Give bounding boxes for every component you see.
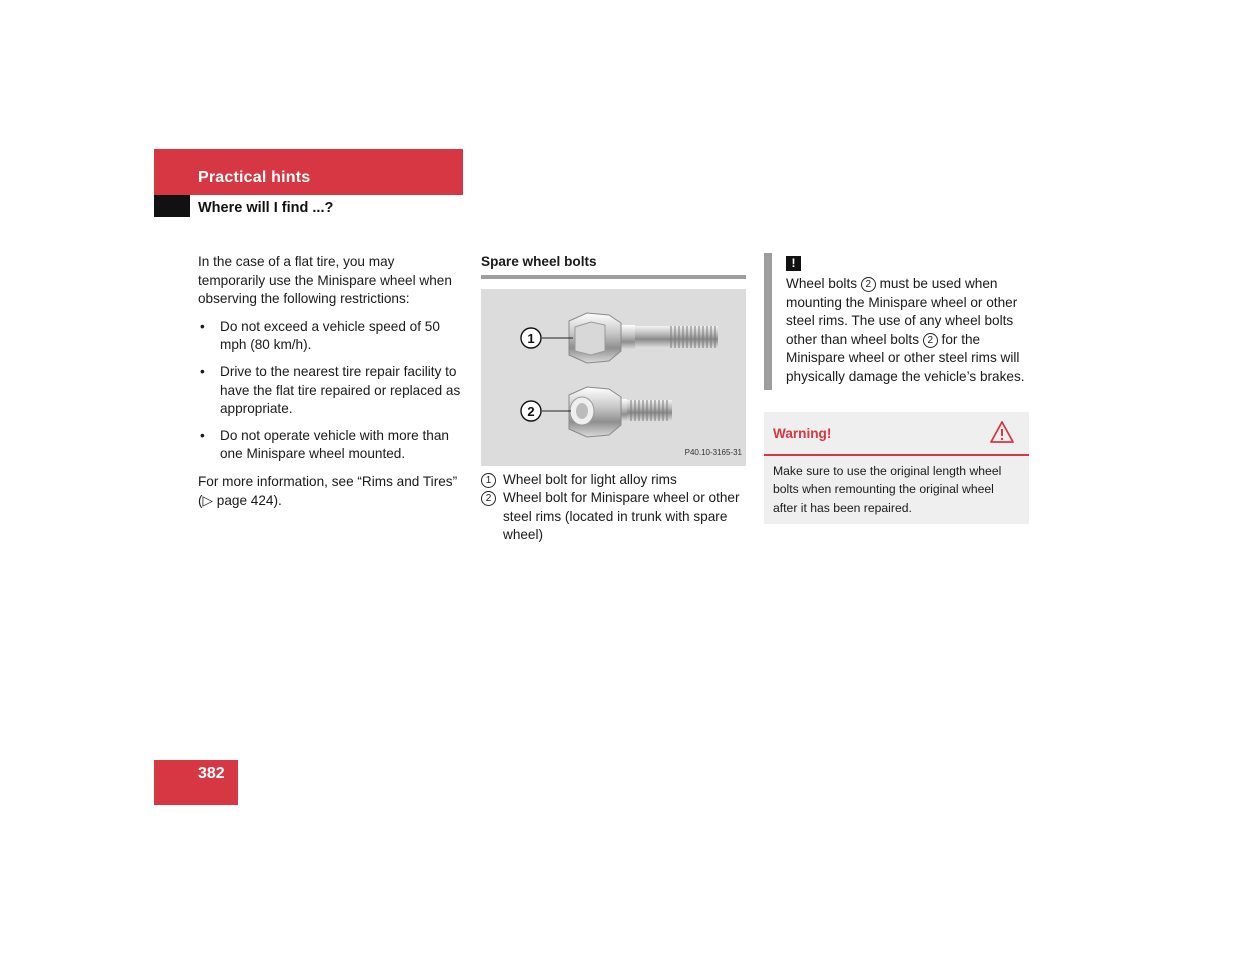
figure-reference: P40.10-3165-31 xyxy=(684,448,742,457)
section-title: Practical hints xyxy=(198,169,311,186)
bullet-icon: • xyxy=(200,318,205,334)
wheel-bolts-illustration xyxy=(481,289,746,466)
wheel-bolts-figure xyxy=(481,289,746,466)
callout-1-label: 1 xyxy=(527,330,535,346)
list-item: • Do not exceed a vehicle speed of 50 mph (80 km/h). xyxy=(200,318,440,353)
page-ref-link[interactable]: page 424). xyxy=(213,492,282,508)
caution-note xyxy=(764,253,1029,390)
bolt-2-shape xyxy=(569,387,672,437)
bolt-ref-number: 2 xyxy=(923,333,938,348)
more-info-paragraph: For more information, see “Rims and Tires” (▷ page 424). xyxy=(198,473,458,508)
page-number-box xyxy=(154,760,238,805)
warning-header xyxy=(764,412,1029,456)
list-item: • Drive to the nearest tire repair facility to have the flat tire repaired or replaced as appropriate. xyxy=(200,363,461,417)
spare-bolts-heading: Spare wheel bolts xyxy=(481,253,746,279)
list-item: • Do not operate vehicle with more than one Minispare wheel mounted. xyxy=(200,427,449,462)
legend-number: 2 xyxy=(481,491,496,506)
caution-note-text: Wheel bolts 2 must be used when mounting the Minispare wheel or other steel rims. The use of any wheel bolts other than wheel bolts 2 for the Minispare wheel or other steel rims will physically damage the vehicle’s brakes. xyxy=(786,276,1025,384)
callout-2-label: 2 xyxy=(527,403,535,419)
subsection-marker xyxy=(154,195,190,217)
subsection-title: Where will I find ...? xyxy=(198,200,334,216)
middle-column xyxy=(481,253,746,545)
legend-item: 2 Wheel bolt for Minispare wheel or other steel rims (located in trunk with spare wheel) xyxy=(481,489,746,545)
figure-legend xyxy=(481,471,746,545)
legend-item: 1 Wheel bolt for light alloy rims xyxy=(481,471,746,490)
warning-title: Warning! xyxy=(773,425,832,441)
exclamation-icon: ! xyxy=(786,256,801,271)
right-column xyxy=(764,253,1029,524)
bullet-icon: • xyxy=(200,363,205,379)
bolt-1-shape xyxy=(569,313,718,363)
bolt-ref-number: 2 xyxy=(861,277,876,292)
legend-number: 1 xyxy=(481,473,496,488)
restrictions-list xyxy=(198,318,464,464)
warning-box xyxy=(764,412,1029,525)
page-ref-arrow-icon: ▷ xyxy=(202,492,213,508)
warning-triangle-icon xyxy=(989,420,1015,444)
page-number: 382 xyxy=(198,765,225,782)
bullet-icon: • xyxy=(200,427,205,443)
warning-text: Make sure to use the original length wheel bolts when remounting the original wheel after it has been repaired. xyxy=(773,463,1002,515)
left-column xyxy=(198,253,464,510)
intro-paragraph: In the case of a flat tire, you may temporarily use the Minispare wheel when observing the following restrictions: xyxy=(198,254,452,307)
